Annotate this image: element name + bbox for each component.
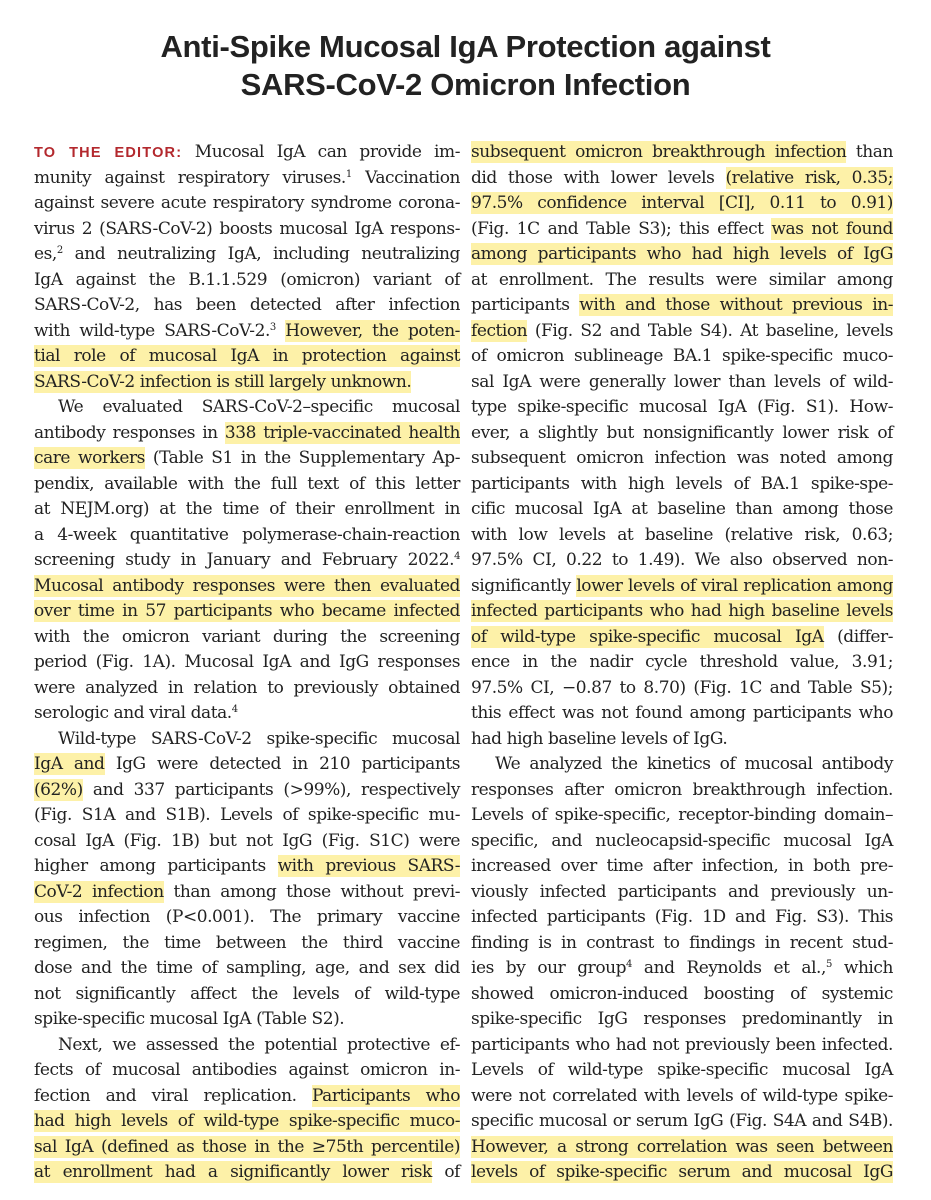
title-line-2: SARS-CoV-2 Omicron Infection — [240, 67, 691, 102]
text-line — [34, 523, 460, 549]
text-segment: subsequent omicron infection was noted among — [471, 448, 893, 468]
text-line — [34, 956, 460, 982]
text-line — [471, 548, 893, 574]
text-segment: of — [431, 1162, 460, 1182]
text-segment: IgA against the B.1.1.529 (omicron) variant of — [34, 269, 460, 290]
right-text-column — [471, 140, 893, 1186]
text-segment: Levels of wild-type spike-specific mucosal IgA — [471, 1060, 893, 1080]
text-line — [471, 166, 893, 192]
text-line — [34, 574, 460, 600]
text-segment: (Fig. 1C and Table S3); this effect — [471, 218, 772, 239]
text-line — [471, 752, 893, 778]
text-line — [34, 140, 460, 166]
text-segment: sal IgA were generally lower than levels of wild- — [471, 371, 893, 392]
text-line — [471, 778, 893, 804]
highlighted-text: with and those without previous in- — [579, 295, 893, 315]
text-segment: screening study in January and February 2022. — [34, 550, 455, 570]
text-line — [471, 268, 893, 294]
highlighted-text: with previous SARS- — [277, 856, 460, 876]
reference-superscript: 2 — [56, 245, 63, 256]
highlighted-text: 97.5% confidence interval [CI], 0.11 to 0.91) — [471, 193, 893, 213]
highlighted-text: infected participants who had high baseline levels — [471, 601, 893, 621]
text-line — [471, 727, 893, 753]
text-line — [34, 650, 460, 676]
title-line-1: Anti-Spike Mucosal IgA Protection against — [160, 29, 771, 64]
text-segment: period (Fig. 1A). Mucosal IgA and IgG responses — [34, 652, 460, 672]
text-line — [471, 421, 893, 447]
text-line — [471, 497, 893, 523]
text-segment: Mucosal IgA can provide im- — [182, 142, 460, 162]
text-segment: cosal IgA (Fig. 1B) but not IgG (Fig. S1C) were — [34, 830, 460, 851]
text-line — [471, 931, 893, 957]
highlighted-text: sal IgA (defined as those in the ≥75th percentile) — [34, 1136, 460, 1157]
text-segment: at NEJM.org) at the time of their enrollment in — [34, 499, 460, 519]
text-line — [34, 217, 460, 243]
text-segment: (differ- — [823, 626, 893, 647]
text-line — [471, 242, 893, 268]
text-segment: a 4-week quantitative polymerase-chain-reaction — [34, 524, 460, 545]
text-segment: We analyzed the kinetics of mucosal antibody — [495, 754, 893, 774]
text-segment: munity against respiratory viruses. — [34, 167, 346, 188]
text-segment: ence in the nadir cycle threshold value, 3.91; — [471, 652, 893, 672]
text-line — [34, 166, 460, 192]
highlighted-text: SARS-CoV-2 infection is still largely unknown. — [34, 371, 412, 392]
text-segment: participants with high levels of BA.1 spike-spe- — [471, 473, 893, 494]
lead-in-label: TO THE EDITOR: — [34, 145, 183, 161]
text-segment: against severe acute respiratory syndrome corona- — [34, 193, 460, 213]
text-segment: increased over time after infection, in both pre- — [471, 856, 893, 876]
highlighted-text: of wild-type spike-specific mucosal IgA — [471, 626, 824, 647]
text-line — [471, 344, 893, 370]
text-segment: higher among participants — [34, 856, 278, 876]
text-segment: ies by our group — [471, 958, 627, 978]
text-segment: fects of mucosal antibodies against omicron in- — [34, 1060, 460, 1080]
text-line — [34, 701, 460, 727]
text-segment: (Fig. S2 and Table S4). At baseline, levels — [527, 320, 893, 341]
text-segment: specific, and nucleocapsid-specific mucosal IgA — [471, 830, 893, 851]
text-line — [471, 854, 893, 880]
text-segment: showed omicron-induced boosting of systemic — [471, 983, 893, 1004]
text-segment: (Fig. S1A and S1B). Levels of spike-specific mu- — [34, 805, 460, 825]
highlighted-text: CoV-2 infection — [34, 881, 164, 902]
text-line — [34, 446, 460, 472]
text-segment: Vaccination — [351, 167, 460, 188]
highlighted-text: at enrollment had a significantly lower risk — [34, 1162, 432, 1182]
text-segment: specific mucosal or serum IgG (Fig. S4A and S4B). — [471, 1111, 893, 1131]
text-line — [471, 676, 893, 702]
text-line — [34, 293, 460, 319]
text-line — [34, 931, 460, 957]
text-line — [34, 778, 460, 804]
highlighted-text: IgA and — [34, 754, 105, 774]
text-line — [471, 319, 893, 345]
text-segment: 97.5% CI, 0.22 to 1.49). We also observed non- — [471, 550, 893, 570]
text-segment: cific mucosal IgA at baseline than among those — [471, 499, 893, 519]
text-segment: Levels of spike-specific, receptor-binding domain– — [471, 805, 893, 825]
highlighted-text: subsequent omicron breakthrough infection — [471, 142, 847, 162]
highlighted-text: among participants who had high levels of IgG — [471, 244, 893, 264]
text-line — [471, 472, 893, 498]
text-line — [471, 1058, 893, 1084]
highlighted-text: over time in 57 participants who became infected — [34, 601, 460, 621]
text-line — [471, 599, 893, 625]
text-segment: of omicron sublineage BA.1 spike-specific muco- — [471, 346, 893, 366]
text-line — [471, 1135, 893, 1161]
text-segment: with the omicron variant during the screening — [34, 626, 460, 647]
text-line — [471, 803, 893, 829]
text-line — [34, 472, 460, 498]
text-line — [471, 650, 893, 676]
text-line — [471, 574, 893, 600]
text-line — [34, 1084, 460, 1110]
text-segment: than among those without previ- — [163, 881, 460, 902]
highlighted-text: was not found — [771, 218, 893, 239]
text-segment: with wild-type SARS-CoV-2. — [34, 320, 270, 341]
text-segment: dose and the time of sampling, age, and sex did — [34, 958, 460, 978]
reference-superscript: 3 — [269, 321, 276, 333]
text-segment: spike-specific IgG responses predominantly in — [471, 1009, 893, 1029]
text-line — [34, 1058, 460, 1084]
highlighted-text: lower levels of viral replication among — [576, 575, 893, 596]
text-line — [34, 421, 460, 447]
text-segment: which — [831, 958, 893, 978]
text-line — [471, 1033, 893, 1059]
reference-superscript: 5 — [825, 959, 832, 970]
text-segment: infected participants (Fig. 1D and Fig. S3). This — [471, 907, 893, 927]
text-segment: We evaluated SARS-CoV-2–specific mucosal — [58, 397, 460, 417]
text-line — [34, 395, 460, 421]
text-segment: this effect was not found among participants who — [471, 703, 893, 723]
text-line — [34, 1109, 460, 1135]
highlighted-text: (relative risk, 0.35; — [725, 167, 893, 188]
highlighted-text: had high levels of wild-type spike-specific muco- — [34, 1111, 460, 1131]
text-line — [471, 1109, 893, 1135]
text-segment — [276, 321, 285, 341]
text-line — [34, 752, 460, 778]
text-segment: fection and viral replication. — [34, 1085, 312, 1106]
text-segment: with low levels at baseline (relative risk, 0.63; — [471, 524, 893, 545]
text-segment: pendix, available with the full text of this letter — [34, 473, 460, 494]
text-line — [471, 191, 893, 217]
text-line — [34, 370, 460, 396]
text-segment: responses after omicron breakthrough infection. — [471, 779, 893, 800]
text-line — [471, 293, 893, 319]
text-line — [34, 625, 460, 651]
text-line — [34, 191, 460, 217]
text-segment: 97.5% CI, −0.87 to 8.70) (Fig. 1C and Table S5); — [471, 677, 893, 698]
text-line — [471, 446, 893, 472]
left-text-column — [34, 140, 460, 1186]
text-line — [34, 905, 460, 931]
text-line — [471, 956, 893, 982]
text-segment: antibody responses in — [34, 422, 225, 443]
text-line — [471, 880, 893, 906]
text-line — [471, 523, 893, 549]
text-line — [34, 599, 460, 625]
article-title — [0, 28, 931, 104]
text-segment: ous infection (P<0.001). The primary vaccine — [34, 907, 460, 927]
text-segment: at enrollment. The results were similar among — [471, 269, 893, 290]
reference-superscript: 4 — [626, 959, 632, 970]
highlighted-text: Mucosal antibody responses were then evaluated — [34, 575, 460, 596]
highlighted-text: care workers — [34, 448, 145, 468]
text-segment: and 337 participants (>99%), respectively — [82, 779, 460, 800]
reference-superscript: 1 — [345, 168, 352, 180]
highlighted-text: However, a strong correlation was seen between — [471, 1136, 893, 1157]
text-segment: virus 2 (SARS-CoV-2) boosts mucosal IgA respons- — [34, 218, 460, 239]
text-segment: significantly — [471, 575, 577, 596]
text-line — [34, 319, 460, 345]
text-segment: were not correlated with levels of wild-type spike- — [471, 1085, 893, 1106]
text-line — [471, 217, 893, 243]
highlighted-text: However, the poten- — [285, 320, 460, 341]
text-segment: IgG were detected in 210 participants — [104, 754, 460, 774]
reference-superscript: 4 — [231, 704, 238, 715]
text-line — [471, 829, 893, 855]
text-segment: ever, a slightly but nonsignificantly lower risk of — [471, 422, 893, 443]
text-segment: spike-specific mucosal IgA (Table S2). — [34, 1009, 345, 1029]
highlighted-text: levels of spike-specific serum and mucosal IgG — [471, 1162, 893, 1182]
text-line — [34, 982, 460, 1008]
text-line — [34, 344, 460, 370]
highlighted-text: 338 triple-vaccinated health — [224, 422, 460, 443]
text-segment: viously infected participants and previously un- — [471, 881, 893, 902]
text-segment: serologic and viral data. — [34, 703, 232, 723]
text-segment: than — [846, 142, 893, 162]
text-line — [34, 548, 460, 574]
text-line — [471, 1084, 893, 1110]
text-line — [34, 727, 460, 753]
text-line — [471, 905, 893, 931]
text-segment: finding is in contrast to findings in recent stud- — [471, 932, 893, 953]
text-segment: participants who had not previously been infected. — [471, 1034, 893, 1055]
text-line — [34, 676, 460, 702]
text-line — [34, 497, 460, 523]
text-line — [471, 370, 893, 396]
highlighted-text: Participants who — [311, 1085, 461, 1106]
text-line — [34, 1160, 460, 1186]
text-line — [34, 268, 460, 294]
text-line — [471, 395, 893, 421]
highlighted-text: (62%) — [34, 779, 83, 800]
text-segment: did those with lower levels — [471, 167, 726, 188]
text-segment: not significantly affect the levels of wild-type — [34, 983, 460, 1004]
text-line — [34, 1033, 460, 1059]
text-line — [471, 1007, 893, 1033]
reference-superscript: 4 — [454, 551, 460, 562]
text-line — [34, 854, 460, 880]
text-line — [471, 140, 893, 166]
text-segment: and Reynolds et al., — [631, 958, 826, 978]
text-line — [471, 1160, 893, 1186]
text-line — [34, 1007, 460, 1033]
text-segment: type spike-specific mucosal IgA (Fig. S1). How- — [471, 397, 893, 417]
text-line — [34, 803, 460, 829]
text-segment: had high baseline levels of IgG. — [471, 728, 728, 749]
text-segment: and neutralizing IgA, including neutralizing — [62, 244, 460, 264]
text-segment: es, — [34, 244, 57, 264]
text-line — [471, 625, 893, 651]
highlighted-text: fection — [471, 320, 528, 341]
text-segment: participants — [471, 295, 580, 315]
text-line — [34, 829, 460, 855]
text-segment: regimen, the time between the third vaccine — [34, 932, 460, 953]
text-line — [471, 701, 893, 727]
text-line — [34, 880, 460, 906]
text-line — [471, 982, 893, 1008]
text-segment: Wild-type SARS-CoV-2 spike-specific mucosal — [58, 728, 460, 749]
text-segment: SARS-CoV-2, has been detected after infection — [34, 295, 460, 315]
text-segment: Next, we assessed the potential protective ef- — [58, 1034, 460, 1055]
highlighted-text: tial role of mucosal IgA in protection against — [34, 346, 460, 366]
text-line — [34, 1135, 460, 1161]
text-line — [34, 242, 460, 268]
text-segment: (Table S1 in the Supplementary Ap- — [144, 448, 460, 468]
text-segment: were analyzed in relation to previously obtained — [34, 677, 460, 698]
